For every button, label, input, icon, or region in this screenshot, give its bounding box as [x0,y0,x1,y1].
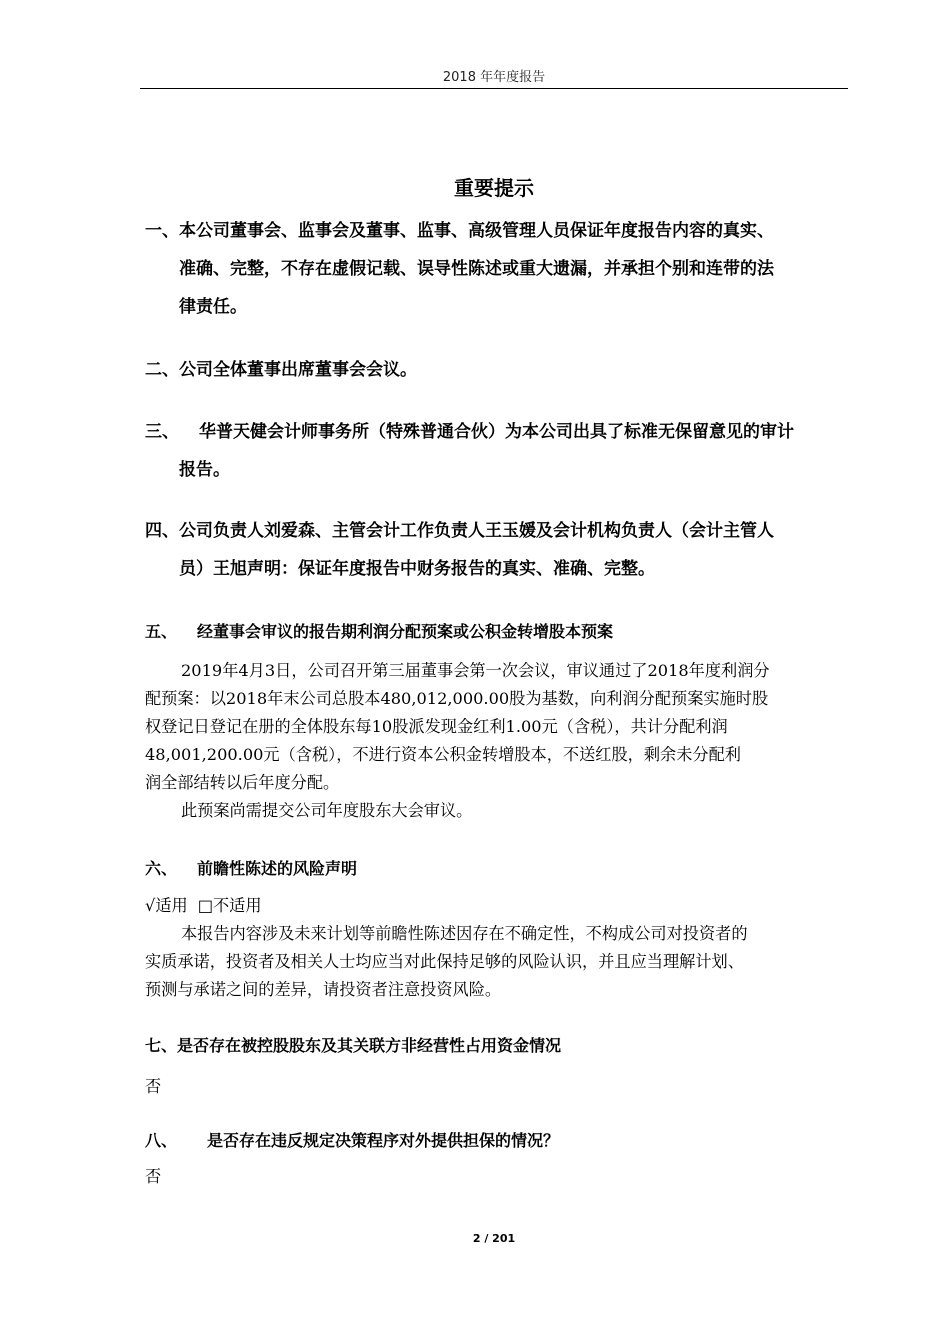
item-seven-heading [145,1033,850,1059]
item-six-p1-line1: 本报告内容涉及未来计划等前瞻性陈述因存在不确定性，不构成公司对投资者的 [181,924,748,943]
item-six-title: 前瞻性陈述的风险声明 [197,859,358,878]
item-eight-number: 八、 [145,1131,178,1150]
item-four-line2: 员）王旭声明：保证年度报告中财务报告的真实、准确、完整。 [179,559,655,579]
item-seven-number: 七、 [145,1036,178,1055]
item-three [145,413,850,489]
item-one-line2: 准确、完整，不存在虚假记载、误导性陈述或重大遗漏，并承担个别和连带的法 [179,259,774,279]
page-title: 重要提示 [454,176,534,200]
item-seven-answer: 否 [145,1077,162,1096]
page-number: 2 / 201 [472,1232,516,1245]
item-two [145,351,850,389]
item-eight-heading [145,1128,850,1154]
item-five-heading [145,619,850,645]
item-six-p1-line3: 预测与承诺之间的差异，请投资者注意投资风险。 [145,980,502,999]
item-three-line2: 报告。 [179,460,230,480]
item-five-p1-line2: 配预案：以2018年末公司总股本480,012,000.00股为基数，向利润分配预案实施时股 [145,689,769,708]
item-six-heading [145,856,850,882]
item-four [145,512,850,588]
item-three-line1: 华普天健会计师事务所（特殊普通合伙）为本公司出具了标准无保留意见的审计 [199,422,794,442]
not-applicable-option: □不适用 [197,896,262,915]
item-five-title: 经董事会审议的报告期利润分配预案或公积金转增股本预案 [197,622,614,641]
item-three-number: 三、 [145,422,179,442]
item-one-line3: 律责任。 [179,297,247,317]
page-header: 2018 年年度报告 [442,70,546,85]
item-five-p1-line1: 2019年4月3日，公司召开第三届董事会第一次会议，审议通过了2018年度利润分 [181,661,770,680]
item-one [145,212,850,326]
item-six-body [145,892,845,1004]
item-one-line1: 本公司董事会、监事会及董事、监事、高级管理人员保证年度报告内容的真实、 [179,221,774,241]
item-four-number: 四、 [145,521,179,541]
item-four-line1: 公司负责人刘爱森、主管会计工作负责人王玉媛及会计机构负责人（会计主管人 [179,521,774,541]
item-eight-title: 是否存在违反规定决策程序对外提供担保的情况？ [207,1131,560,1150]
item-two-number: 二、 [145,360,179,380]
item-six-options [145,892,845,920]
item-eight-answer: 否 [145,1167,162,1186]
item-five-number: 五、 [145,622,178,641]
item-six-p1-line2: 实质承诺，投资者及相关人士均应当对此保持足够的风险认识，并且应当理解计划、 [145,952,744,971]
item-five-p1-line4: 48,001,200.00元（含税），不进行资本公积金转增股本，不送红股，剩余未分配利 [145,745,741,764]
item-five-p2: 此预案尚需提交公司年度股东大会审议。 [181,801,473,820]
item-five-p1-line3: 权登记日登记在册的全体股东每10股派发现金红利1.00元（含税），共计分配利润 [145,717,728,736]
item-five-p1-line5: 润全部结转以后年度分配。 [145,773,340,792]
item-two-line1: 公司全体董事出席董事会会议。 [179,360,417,380]
applicable-option: √适用 [145,896,188,915]
item-one-number: 一、 [145,221,179,241]
item-seven-title: 是否存在被控股股东及其关联方非经营性占用资金情况 [177,1036,562,1055]
item-six-number: 六、 [145,859,178,878]
item-five-body [145,657,845,825]
header-divider [140,88,848,89]
